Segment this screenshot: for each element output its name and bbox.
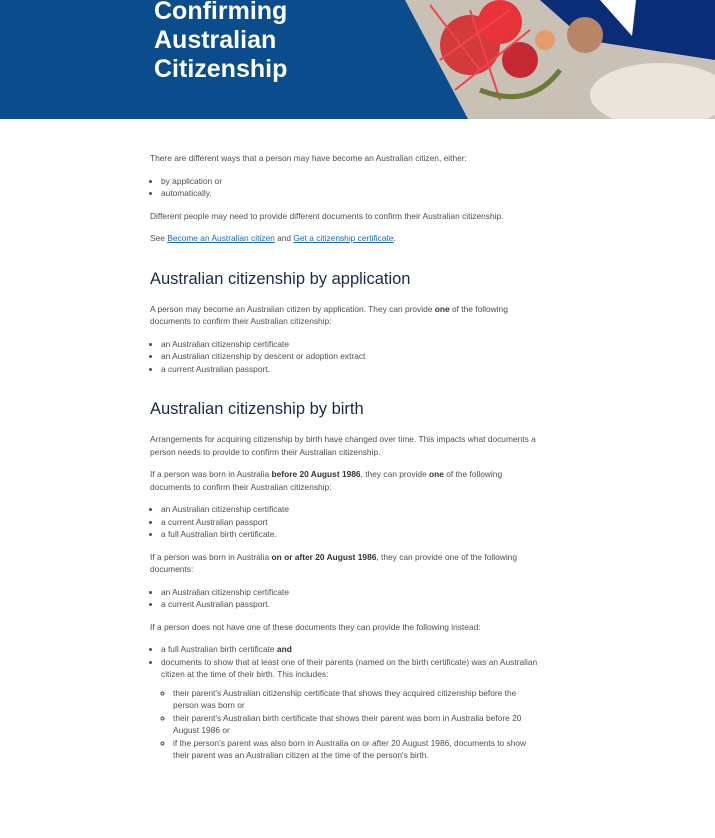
page-title: Confirming Australian Citizenship bbox=[154, 0, 288, 83]
sublist-item: ◦ their parent's Australian citizenship certificate that shows they acquired citizenship before the person was born or bbox=[173, 687, 540, 712]
birth-list-after-1986 bbox=[150, 586, 540, 611]
parent-documents-sublist bbox=[161, 687, 540, 762]
sublist-item: ◦ their parent's Australian birth certificate that shows their parent was born in Australia before 20 August 1986 or bbox=[173, 712, 540, 737]
citizenship-certificate-link[interactable]: Get a citizenship certificate bbox=[293, 233, 394, 243]
birth-paragraph-3: If a person was born in Australia on or after 20 August 1986, they can provide one of the following documents: bbox=[150, 551, 517, 574]
see-also: See Become an Australian citizen and Get a citizenship certificate. bbox=[150, 233, 396, 243]
heading-by-application: Australian citizenship by application bbox=[150, 269, 411, 288]
intro-paragraph: There are different ways that a person may have become an Australian citizen, either: bbox=[150, 153, 467, 163]
become-citizen-link[interactable]: Become an Australian citizen bbox=[167, 233, 275, 243]
birth-list-before-1986 bbox=[150, 503, 540, 541]
bud bbox=[535, 30, 555, 50]
main-content bbox=[150, 152, 540, 772]
list-item: • automatically. bbox=[161, 187, 540, 200]
hero-photo bbox=[0, 0, 715, 119]
list-item: • an Australian citizenship by descent or adoption extract bbox=[161, 350, 540, 363]
birth-list-alternative bbox=[150, 643, 540, 762]
list-item: • a current Australian passport. bbox=[161, 598, 540, 611]
list-item: • an Australian citizenship certificate bbox=[161, 503, 540, 516]
birth-paragraph-1: Arrangements for acquiring citizenship by birth have changed over time. This impacts what documents a person needs to provide to confirm their Australian citizenship. bbox=[150, 434, 536, 457]
birth-paragraph-4: If a person does not have one of these documents they can provide the following instead: bbox=[150, 621, 481, 632]
list-item: • an Australian citizenship certificate bbox=[161, 586, 540, 599]
list-item: • an Australian citizenship certificate bbox=[161, 338, 540, 351]
list-item: • a current Australian passport bbox=[161, 516, 540, 529]
intro-list bbox=[150, 175, 540, 200]
flower-blossom bbox=[478, 0, 522, 44]
fruit bbox=[567, 17, 603, 53]
heading-by-birth: Australian citizenship by birth bbox=[150, 400, 364, 418]
sublist-item: ◦ if the person's parent was also born in Australia on or after 20 August 1986, documents to show their parent was an Australian citizen at the time of the person's birth. bbox=[173, 737, 540, 762]
list-item: • a current Australian passport. bbox=[161, 363, 540, 376]
list-item: • documents to show that at least one of their parents (named on the birth certificate) was an Australian citizen at the time of their birth. This includes: ◦ their parent's Australian citizenship certificate that shows they acquired citizenship before the person was born or ◦ their parent's Australian birth certificate that shows their parent was born in Australia before 20 August 1986 or ◦ if the person's parent was also born in Australia on or after 20 August 1986, documents to show their parent was an Australian citizen at the time of the person's birth. bbox=[161, 656, 540, 762]
birth-paragraph-2: If a person was born in Australia before 20 August 1986, they can provide one of the following documents to confirm their Australian citizenship: bbox=[150, 469, 503, 492]
list-item: • a full Australian birth certificate. bbox=[161, 528, 540, 541]
hero-banner bbox=[0, 0, 715, 119]
application-paragraph: A person may become an Australian citizen by application. They can provide one of the following documents to confirm their Australian citizenship: bbox=[150, 303, 508, 326]
application-list bbox=[150, 338, 540, 376]
intro-paragraph-2: Different people may need to provide different documents to confirm their Australian citizenship. bbox=[150, 210, 504, 221]
list-item: • by application or bbox=[161, 175, 540, 188]
list-item: • a full Australian birth certificate and bbox=[161, 643, 540, 656]
